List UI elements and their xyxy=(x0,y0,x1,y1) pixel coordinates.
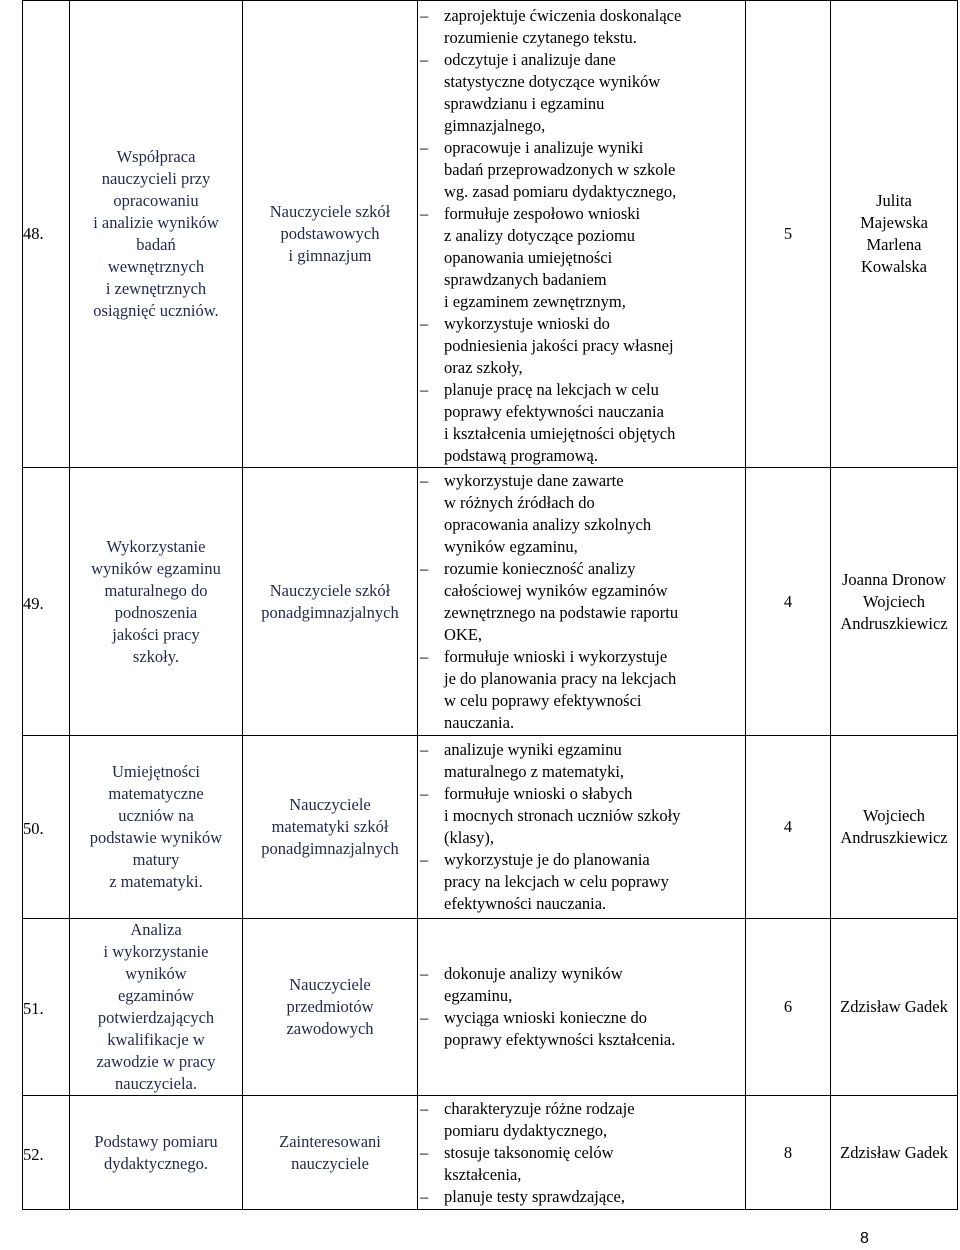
task-line: ‒ wyciąga wnioski konieczne do xyxy=(444,1008,647,1027)
text-line: przedmiotów xyxy=(286,997,374,1016)
target-group-cell xyxy=(243,1096,418,1210)
row-number: 51. xyxy=(23,919,70,1096)
target-group-cell xyxy=(243,919,418,1096)
topic-cell xyxy=(70,1096,243,1210)
text-line: wyników egzaminu xyxy=(91,558,221,578)
text-line: wyników xyxy=(125,964,187,983)
task-item xyxy=(418,849,745,915)
task-line: opracowania analizy szkolnych xyxy=(444,514,652,534)
text-line: matematyki szkół xyxy=(271,817,389,836)
text-line: Andruszkiewicz xyxy=(840,613,948,633)
text-line: ponadgimnazjalnych xyxy=(261,839,399,858)
task-line: gimnazjalnego, xyxy=(444,116,546,135)
text-line: Julita xyxy=(876,191,912,210)
task-line: je do planowania pracy na lekcjach xyxy=(444,668,677,688)
text-line: podnoszenia xyxy=(114,602,198,622)
text-line: Marlena xyxy=(866,235,922,254)
task-line: w celu poprawy efektywności xyxy=(444,690,642,710)
table-row xyxy=(23,1,958,468)
topic-cell xyxy=(70,468,243,736)
text-line: Wojciech xyxy=(863,806,925,825)
text-line: Majewska xyxy=(860,213,928,232)
task-line: i kształcenia umiejętności objętych xyxy=(444,424,676,443)
task-item xyxy=(418,49,745,137)
text-line: Współpraca xyxy=(116,147,196,166)
task-list xyxy=(418,963,745,1051)
task-line: rozumienie czytanego tekstu. xyxy=(444,28,637,47)
task-line: w różnych źródłach do xyxy=(444,492,595,512)
text-line: maturalnego do xyxy=(104,580,208,600)
task-list xyxy=(418,5,745,467)
text-line: Zainteresowani xyxy=(279,1131,381,1151)
text-line: Zdzisław Gadek xyxy=(840,997,948,1016)
task-line: egzaminu, xyxy=(444,986,513,1005)
task-line: poprawy efektywności kształcenia. xyxy=(444,1030,676,1049)
task-line: ‒ opracowuje i analizuje wyniki xyxy=(444,138,644,157)
page-number: 8 xyxy=(860,1230,869,1247)
task-line: opanowania umiejętności xyxy=(444,248,613,267)
task-list xyxy=(418,739,745,915)
task-line: i mocnych stronach uczniów szkoły xyxy=(444,806,681,825)
text-line: matematyczne xyxy=(108,784,204,803)
task-line: ‒ formułuje zespołowo wnioski xyxy=(444,204,641,223)
text-line: zawodzie w pracy xyxy=(96,1052,216,1071)
task-line: badań przeprowadzonych w szkole xyxy=(444,160,676,179)
task-line: wg. zasad pomiaru dydaktycznego, xyxy=(444,182,677,201)
text-line: nauczyciela. xyxy=(115,1074,197,1093)
presenter-cell xyxy=(831,468,958,736)
text-line: egzaminów xyxy=(117,986,195,1005)
text-line: Wojciech xyxy=(863,591,925,611)
task-line: ‒ odczytuje i analizuje dane xyxy=(444,50,616,69)
task-line: sprawdzanych badaniem xyxy=(444,270,607,289)
task-line: pracy na lekcjach w celu poprawy xyxy=(444,872,669,891)
table-row xyxy=(23,736,958,919)
row-number: 52. xyxy=(23,1096,70,1210)
task-line: ‒ wykorzystuje wnioski do xyxy=(444,314,610,333)
text-line: i wykorzystanie xyxy=(103,942,209,961)
task-line: ‒ analizuje wyniki egzaminu xyxy=(444,740,622,759)
presenter-cell xyxy=(831,736,958,919)
text-line: nauczycieli przy xyxy=(101,169,211,188)
training-table-body xyxy=(23,1,958,1210)
presenter-cell xyxy=(831,1096,958,1210)
text-line: Wykorzystanie xyxy=(106,536,206,556)
tasks-cell xyxy=(418,468,746,736)
text-line: opracowaniu xyxy=(113,191,199,210)
target-group-cell xyxy=(243,736,418,919)
task-list xyxy=(418,1098,745,1208)
task-line: (klasy), xyxy=(444,828,494,847)
topic-cell xyxy=(70,1,243,468)
task-line: wyników egzaminu, xyxy=(444,536,578,556)
task-item xyxy=(418,1142,745,1186)
target-group-cell xyxy=(243,1,418,468)
task-item xyxy=(418,646,745,734)
task-item xyxy=(418,558,745,646)
hours-cell: 5 xyxy=(746,1,831,468)
text-line: kwalifikacje w xyxy=(107,1030,205,1049)
text-line: Analiza xyxy=(130,920,182,939)
hours-cell: 6 xyxy=(746,919,831,1096)
task-line: ‒ stosuje taksonomię celów xyxy=(444,1142,614,1162)
text-line: ponadgimnazjalnych xyxy=(261,602,399,622)
task-item xyxy=(418,1007,745,1051)
presenter-cell xyxy=(831,919,958,1096)
task-line: ‒ dokonuje analizy wyników xyxy=(444,964,623,983)
text-line: szkoły. xyxy=(132,646,180,666)
task-line: ‒ planuje pracę na lekcjach w celu xyxy=(444,380,659,399)
task-line: pomiaru dydaktycznego, xyxy=(444,1120,608,1140)
text-line: Nauczyciele xyxy=(289,975,371,994)
task-line: i egzaminem zewnętrznym, xyxy=(444,292,626,311)
task-list xyxy=(418,470,745,734)
text-line: uczniów na xyxy=(118,806,194,825)
hours-cell: 4 xyxy=(746,468,831,736)
row-number: 48. xyxy=(23,1,70,468)
text-line: podstawie wyników xyxy=(89,828,223,847)
text-line: matury xyxy=(132,850,180,869)
text-line: potwierdzających xyxy=(97,1008,215,1027)
text-line: podstawowych xyxy=(280,224,380,243)
task-line: ‒ formułuje wnioski o słabych xyxy=(444,784,633,803)
task-line: całościowej wyników egzaminów xyxy=(444,580,668,600)
task-line: efektywności nauczania. xyxy=(444,894,607,913)
task-item xyxy=(418,1186,745,1208)
text-line: dydaktycznego. xyxy=(103,1153,208,1173)
text-line: Nauczyciele szkół xyxy=(269,202,391,221)
text-line: Nauczyciele xyxy=(289,795,371,814)
target-group-cell xyxy=(243,468,418,736)
row-number: 50. xyxy=(23,736,70,919)
text-line: Podstawy pomiaru xyxy=(94,1131,218,1151)
task-line: ‒ wykorzystuje dane zawarte xyxy=(444,470,624,490)
task-item xyxy=(418,137,745,203)
task-item xyxy=(418,5,745,49)
task-line: sprawdzianu i egzaminu xyxy=(444,94,605,113)
text-line: Andruszkiewicz xyxy=(840,828,948,847)
task-item xyxy=(418,313,745,379)
task-line: poprawy efektywności nauczania xyxy=(444,402,664,421)
text-line: zawodowych xyxy=(286,1019,374,1038)
text-line: i analizie wyników xyxy=(93,213,219,232)
task-line: z analizy dotyczące poziomu xyxy=(444,226,636,245)
task-line: ‒ formułuje wnioski i wykorzystuje xyxy=(444,646,668,666)
task-line: oraz szkoły, xyxy=(444,358,523,377)
text-line: Zdzisław Gadek xyxy=(840,1142,948,1162)
text-line: badań xyxy=(136,235,176,254)
text-line: Umiejętności xyxy=(112,762,200,781)
text-line: z matematyki. xyxy=(109,872,203,891)
row-number: 49. xyxy=(23,468,70,736)
tasks-cell xyxy=(418,736,746,919)
topic-cell xyxy=(70,919,243,1096)
task-line: ‒ charakteryzuje różne rodzaje xyxy=(444,1098,635,1118)
task-line: maturalnego z matematyki, xyxy=(444,762,625,781)
table-row xyxy=(23,919,958,1096)
task-item xyxy=(418,783,745,849)
text-line: nauczyciele xyxy=(291,1153,369,1173)
task-line: OKE, xyxy=(444,624,483,644)
tasks-cell xyxy=(418,1096,746,1210)
task-line: podstawą programową. xyxy=(444,446,598,465)
task-item xyxy=(418,963,745,1007)
task-line: nauczania. xyxy=(444,712,515,732)
tasks-cell xyxy=(418,1,746,468)
task-line: ‒ rozumie konieczność analizy xyxy=(444,558,636,578)
table-row xyxy=(23,468,958,736)
task-item xyxy=(418,470,745,558)
tasks-cell xyxy=(418,919,746,1096)
task-line: podniesienia jakości pracy własnej xyxy=(444,336,674,355)
hours-cell: 8 xyxy=(746,1096,831,1210)
task-line: ‒ wykorzystuje je do planowania xyxy=(444,850,650,869)
text-line: i gimnazjum xyxy=(288,246,372,265)
task-line: ‒ zaprojektuje ćwiczenia doskonalące xyxy=(444,6,682,25)
hours-cell: 4 xyxy=(746,736,831,919)
task-item xyxy=(418,739,745,783)
task-line: zewnętrznego na podstawie raportu xyxy=(444,602,679,622)
text-line: Nauczyciele szkół xyxy=(269,580,391,600)
text-line: i zewnętrznych xyxy=(105,279,207,298)
task-line: ‒ planuje testy sprawdzające, xyxy=(444,1186,625,1206)
training-table xyxy=(22,0,958,1210)
table-row xyxy=(23,1096,958,1210)
text-line: wewnętrznych xyxy=(107,257,205,276)
text-line: osiągnięć uczniów. xyxy=(93,301,219,320)
task-item xyxy=(418,379,745,467)
text-line: Kowalska xyxy=(861,257,927,276)
task-item xyxy=(418,1098,745,1142)
text-line: jakości pracy xyxy=(112,624,200,644)
text-line: Joanna Dronow xyxy=(841,569,947,589)
task-line: statystyczne dotyczące wyników xyxy=(444,72,661,91)
task-line: kształcenia, xyxy=(444,1164,522,1184)
presenter-cell xyxy=(831,1,958,468)
topic-cell xyxy=(70,736,243,919)
task-item xyxy=(418,203,745,313)
